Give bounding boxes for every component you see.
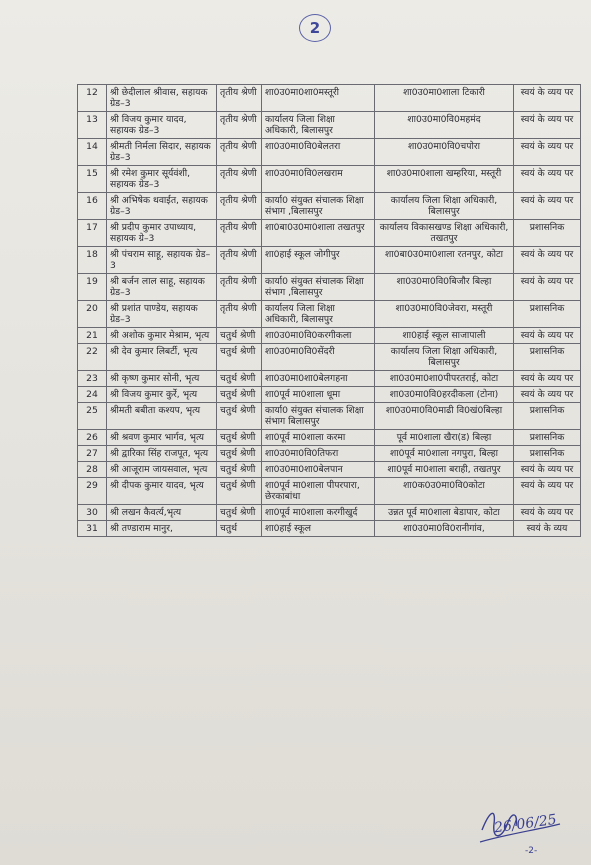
to-office: कार्यालय विकासखण्ड शिक्षा अधिकारी, तखतपुर — [375, 220, 514, 247]
transfer-type: प्रशासनिक — [514, 301, 581, 328]
transfer-table — [77, 84, 581, 537]
employee-class: चतुर्थ श्रेणी — [217, 328, 262, 344]
employee-name: श्री अभिषेक थवाईत, सहायक ग्रेड–3 — [107, 193, 217, 220]
row-number: 29 — [78, 478, 107, 505]
transfer-type: प्रशासनिक — [514, 344, 581, 371]
from-office: कार्या0 संयुक्त संचालक शिक्षा संभाग बिलासपुर — [262, 403, 375, 430]
employee-class: चतुर्थ श्रेणी — [217, 446, 262, 462]
transfer-type: स्वयं के व्यय पर — [514, 462, 581, 478]
employee-name: श्री विजय कुमार कुर्रे, भृत्य — [107, 387, 217, 403]
from-office: शा0हाई स्कूल — [262, 521, 375, 537]
from-office: कार्या0 संयुक्त संचालक शिक्षा संभाग ,बिलासपुर — [262, 274, 375, 301]
transfer-type: स्वयं के व्यय पर — [514, 328, 581, 344]
to-office: शा0उ0मा0वि0चपोरा — [375, 139, 514, 166]
row-number: 14 — [78, 139, 107, 166]
employee-class: चतुर्थ श्रेणी — [217, 430, 262, 446]
page-number: 2 — [299, 14, 331, 42]
row-number: 16 — [78, 193, 107, 220]
employee-name: श्री अशोक कुमार मेश्राम, भृत्य — [107, 328, 217, 344]
to-office: शा0उ0मा0वि0रानीगांव, — [375, 521, 514, 537]
transfer-type: स्वयं के व्यय पर — [514, 371, 581, 387]
to-office: शा0बा0उ0मा0शाला रतनपुर, कोटा — [375, 247, 514, 274]
table-row — [78, 247, 581, 274]
employee-name: श्री आजूराम जायसवाल, भृत्य — [107, 462, 217, 478]
transfer-type: प्रशासनिक — [514, 430, 581, 446]
employee-name: श्री द्वारिका सिंह राजपूत, भृत्य — [107, 446, 217, 462]
from-office: कार्यालय जिला शिक्षा अधिकारी, बिलासपुर — [262, 301, 375, 328]
table-row — [78, 112, 581, 139]
to-office: शा0हाई स्कूल साजापाली — [375, 328, 514, 344]
row-number: 26 — [78, 430, 107, 446]
transfer-type: स्वयं के व्यय पर — [514, 247, 581, 274]
table-row — [78, 403, 581, 430]
to-office: शा0उ0मा0वि0जेवरा, मस्तूरी — [375, 301, 514, 328]
transfer-type: स्वयं के व्यय पर — [514, 139, 581, 166]
row-number: 23 — [78, 371, 107, 387]
to-office: शा0उ0मा0शा0पीपरतराई, कोटा — [375, 371, 514, 387]
employee-class: चतुर्थ — [217, 521, 262, 537]
to-office: शा0उ0मा0वि0बिजौर बिल्हा — [375, 274, 514, 301]
table-row — [78, 301, 581, 328]
transfer-type: स्वयं के व्यय पर — [514, 166, 581, 193]
from-office: शा0पूर्व मा0शाला करमा — [262, 430, 375, 446]
employee-name: श्री छेदीलाल श्रीवास, सहायक ग्रेड–3 — [107, 85, 217, 112]
employee-name: श्री बर्जन लाल साहू, सहायक ग्रेड–3 — [107, 274, 217, 301]
to-office: शा0उ0मा0वि0महमंद — [375, 112, 514, 139]
to-office: शा0पूर्व मा0शाला बराही, तखतपुर — [375, 462, 514, 478]
employee-class: चतुर्थ श्रेणी — [217, 505, 262, 521]
transfer-type: प्रशासनिक — [514, 403, 581, 430]
table-row — [78, 446, 581, 462]
row-number: 24 — [78, 387, 107, 403]
employee-class: चतुर्थ श्रेणी — [217, 344, 262, 371]
to-office: उन्नत पूर्व मा0शाला बेडापार, कोटा — [375, 505, 514, 521]
from-office: शा0उ0मा0वि0बेलतरा — [262, 139, 375, 166]
employee-class: चतुर्थ श्रेणी — [217, 371, 262, 387]
from-office: शा0उ0मा0वि0तिफरा — [262, 446, 375, 462]
row-number: 21 — [78, 328, 107, 344]
transfer-type: प्रशासनिक — [514, 220, 581, 247]
row-number: 19 — [78, 274, 107, 301]
table-row — [78, 220, 581, 247]
transfer-type: स्वयं के व्यय पर — [514, 85, 581, 112]
employee-class: चतुर्थ श्रेणी — [217, 462, 262, 478]
employee-class: चतुर्थ श्रेणी — [217, 478, 262, 505]
row-number: 18 — [78, 247, 107, 274]
to-office: शा0उ0मा0वि0माढी वि0खं0बिल्हा — [375, 403, 514, 430]
to-office: शा0क0उ0मा0वि0कोटा — [375, 478, 514, 505]
table-row — [78, 505, 581, 521]
employee-name: श्री पंचराम साहू, सहायक ग्रेड–3 — [107, 247, 217, 274]
employee-class: तृतीय श्रेणी — [217, 247, 262, 274]
table-row — [78, 371, 581, 387]
from-office: शा0पूर्व मा0शाला पीपरपारा, छेरकाबांधा — [262, 478, 375, 505]
from-office: कार्या0 संयुक्त संचालक शिक्षा संभाग ,बिलासपुर — [262, 193, 375, 220]
row-number: 27 — [78, 446, 107, 462]
table-row — [78, 85, 581, 112]
table-row — [78, 387, 581, 403]
from-office: शा0उ0मा0शा0मस्तूरी — [262, 85, 375, 112]
table-body — [78, 85, 581, 537]
employee-name: श्री कृष्ण कुमार सोनी, भृत्य — [107, 371, 217, 387]
transfer-type: स्वयं के व्यय पर — [514, 274, 581, 301]
table-row — [78, 430, 581, 446]
row-number: 13 — [78, 112, 107, 139]
from-office: कार्यालय जिला शिक्षा अधिकारी, बिलासपुर — [262, 112, 375, 139]
table-row — [78, 274, 581, 301]
employee-name: श्री तण्डाराम मानुर, — [107, 521, 217, 537]
employee-class: तृतीय श्रेणी — [217, 301, 262, 328]
from-office: शा0उ0मा0शा0बेलगहना — [262, 371, 375, 387]
row-number: 30 — [78, 505, 107, 521]
employee-class: चतुर्थ श्रेणी — [217, 387, 262, 403]
employee-class: तृतीय श्रेणी — [217, 85, 262, 112]
table-row — [78, 166, 581, 193]
employee-name: श्री देव कुमार लिबर्टी, भृत्य — [107, 344, 217, 371]
row-number: 20 — [78, 301, 107, 328]
row-number: 31 — [78, 521, 107, 537]
to-office: कार्यालय जिला शिक्षा अधिकारी, बिलासपुर — [375, 344, 514, 371]
table-row — [78, 478, 581, 505]
employee-name: श्री प्रशांत पाण्डेय, सहायक ग्रेड–3 — [107, 301, 217, 328]
employee-class: तृतीय श्रेणी — [217, 112, 262, 139]
employee-class: तृतीय श्रेणी — [217, 193, 262, 220]
employee-name: श्री लखन कैवर्त्य,भृत्य — [107, 505, 217, 521]
row-number: 12 — [78, 85, 107, 112]
from-office: शा0उ0मा0वि0लखराम — [262, 166, 375, 193]
from-office: शा0बा0उ0मा0शाला तखतपुर — [262, 220, 375, 247]
table-row — [78, 462, 581, 478]
employee-class: तृतीय श्रेणी — [217, 166, 262, 193]
table-row — [78, 521, 581, 537]
from-office: शा0पूर्व मा0शाला करगीखुर्द — [262, 505, 375, 521]
employee-name: श्री दीपक कुमार यादव, भृत्य — [107, 478, 217, 505]
employee-name: श्री विजय कुमार यादव, सहायक ग्रेड–3 — [107, 112, 217, 139]
from-office: शा0पूर्व मा0शाला धूमा — [262, 387, 375, 403]
to-office: कार्यालय जिला शिक्षा अधिकारी, बिलासपुर — [375, 193, 514, 220]
table-row — [78, 344, 581, 371]
employee-name: श्रीमती निर्मला सिदार, सहायक ग्रेड–3 — [107, 139, 217, 166]
row-number: 22 — [78, 344, 107, 371]
table-row — [78, 193, 581, 220]
employee-class: चतुर्थ श्रेणी — [217, 403, 262, 430]
transfer-type: स्वयं के व्यय पर — [514, 387, 581, 403]
from-office: शा0उ0मा0शा0बेलपान — [262, 462, 375, 478]
employee-name: श्री प्रदीप कुमार उपाध्याय, सहायक ग्रे–3 — [107, 220, 217, 247]
employee-class: तृतीय श्रेणी — [217, 139, 262, 166]
to-office: शा0उ0मा0वि0हरदीकला (टोना) — [375, 387, 514, 403]
transfer-type: स्वयं के व्यय पर — [514, 505, 581, 521]
employee-class: तृतीय श्रेणी — [217, 220, 262, 247]
transfer-type: स्वयं के व्यय पर — [514, 112, 581, 139]
employee-name: श्री रमेश कुमार सूर्यवंशी, सहायक ग्रेड–3 — [107, 166, 217, 193]
to-office: शा0उ0मा0शाला खम्हरिया, मस्तूरी — [375, 166, 514, 193]
to-office: पूर्व मा0शाला खैरा(ड) बिल्हा — [375, 430, 514, 446]
row-number: 25 — [78, 403, 107, 430]
signature-date: 26/06/25 — [493, 811, 558, 837]
row-number: 28 — [78, 462, 107, 478]
from-office: शा0हाई स्कूल जोगीपुर — [262, 247, 375, 274]
transfer-type: स्वयं के व्यय पर — [514, 478, 581, 505]
row-number: 17 — [78, 220, 107, 247]
to-office: शा0उ0मा0शाला टिकारी — [375, 85, 514, 112]
transfer-type: प्रशासनिक — [514, 446, 581, 462]
employee-class: तृतीय श्रेणी — [217, 274, 262, 301]
employee-name: श्री श्रवण कुमार भार्गव, भृत्य — [107, 430, 217, 446]
employee-name: श्रीमती बबीता कश्यप, भृत्य — [107, 403, 217, 430]
row-number: 15 — [78, 166, 107, 193]
to-office: शा0पूर्व मा0शाला नगपुरा, बिल्हा — [375, 446, 514, 462]
from-office: शा0उ0मा0वि0सेंदरी — [262, 344, 375, 371]
table-row — [78, 328, 581, 344]
table-row — [78, 139, 581, 166]
transfer-type: स्वयं के व्यय पर — [514, 193, 581, 220]
footer-mark: -2- — [525, 846, 538, 856]
transfer-type: स्वयं के व्यय — [514, 521, 581, 537]
from-office: शा0उ0मा0वि0करगीकला — [262, 328, 375, 344]
